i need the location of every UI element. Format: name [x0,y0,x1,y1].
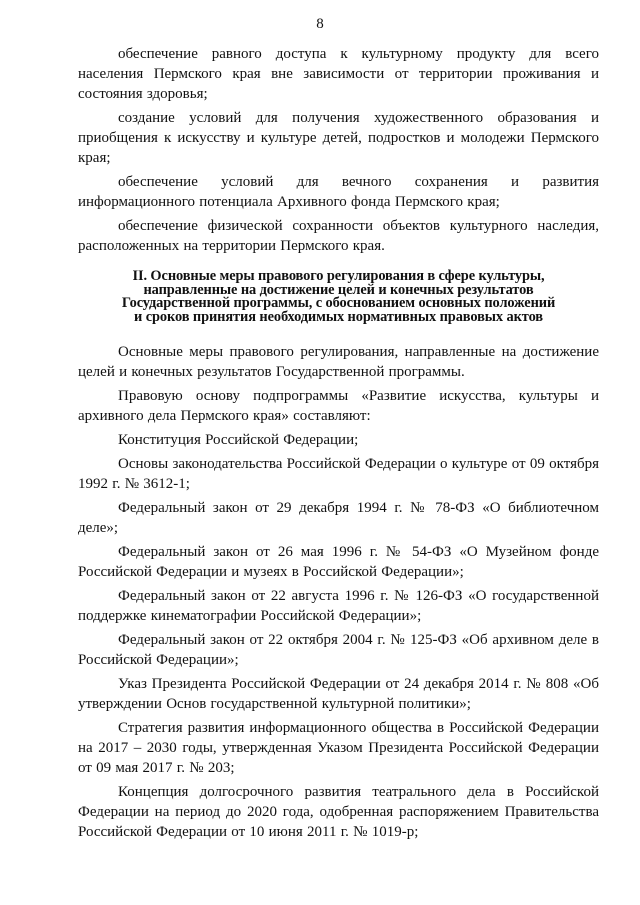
section-heading-line-3: Государственной программы, с обоснованием основных положений [121,295,556,311]
body-paragraph-9: Указ Президента Российской Федерации от 24 декабря 2014 г. № 808 «Об утверждении Основ государственной культурной политики»; [78,676,599,712]
section-heading [96,270,581,324]
section-heading-line-1: II. Основные меры правового регулирования в сфере культуры, [132,268,545,284]
body-paragraph-7: Федеральный закон от 22 августа 1996 г. № 126-ФЗ «О государственной поддержке кинематографии Российской Федерации»; [78,588,599,624]
intro-paragraph-4: обеспечение физической сохранности объектов культурного наследия, расположенных на территории Пермского края. [78,218,599,254]
body-paragraph-3: Конституция Российской Федерации; [118,432,359,448]
body-paragraph-1: Основные меры правового регулирования, направленные на достижение целей и конечных результатов Государственной программы. [78,344,599,380]
intro-paragraph-1: обеспечение равного доступа к культурному продукту для всего населения Пермского края вне зависимости от территории проживания и состояния здоровья; [78,46,599,102]
body-paragraph-10: Стратегия развития информационного общества в Российской Федерации на 2017 – 2030 годы, утвержденная Указом Президента Российской Федерации от 09 мая 2017 г. № 203; [78,720,599,776]
body-paragraph-11: Концепция долгосрочного развития театрального дела в Российской Федерации на период до 2020 года, одобренная распоряжением Правительства Российской Федерации от 10 июня 2011 г. № 1019-р; [78,784,599,840]
intro-paragraph-2: создание условий для получения художественного образования и приобщения к искусству и культуре детей, подростков и молодежи Пермского края; [78,110,599,166]
page-content [78,44,599,846]
section-heading-line-4: и сроков принятия необходимых нормативных правовых актов [134,308,543,325]
body-paragraph-8: Федеральный закон от 22 октября 2004 г. № 125-ФЗ «Об архивном деле в Российской Федерации»; [78,632,599,668]
body-paragraph-5: Федеральный закон от 29 декабря 1994 г. № 78-ФЗ «О библиотечном деле»; [78,500,599,536]
section-heading-line-2: направленные на достижение целей и конечных результатов [143,281,534,298]
intro-paragraph-3: обеспечение условий для вечного сохранения и развития информационного потенциала Архивного фонда Пермского края; [78,174,599,210]
body-paragraph-4: Основы законодательства Российской Федерации о культуре от 09 октября 1992 г. № 3612-1; [78,456,599,492]
body-paragraph-6: Федеральный закон от 26 мая 1996 г. № 54-ФЗ «О Музейном фонде Российской Федерации и музеях в Российской Федерации»; [78,544,599,580]
body-paragraph-2: Правовую основу подпрограммы «Развитие искусства, культуры и архивного дела Пермского края» составляют: [78,388,599,424]
page-number: 8 [316,16,324,32]
